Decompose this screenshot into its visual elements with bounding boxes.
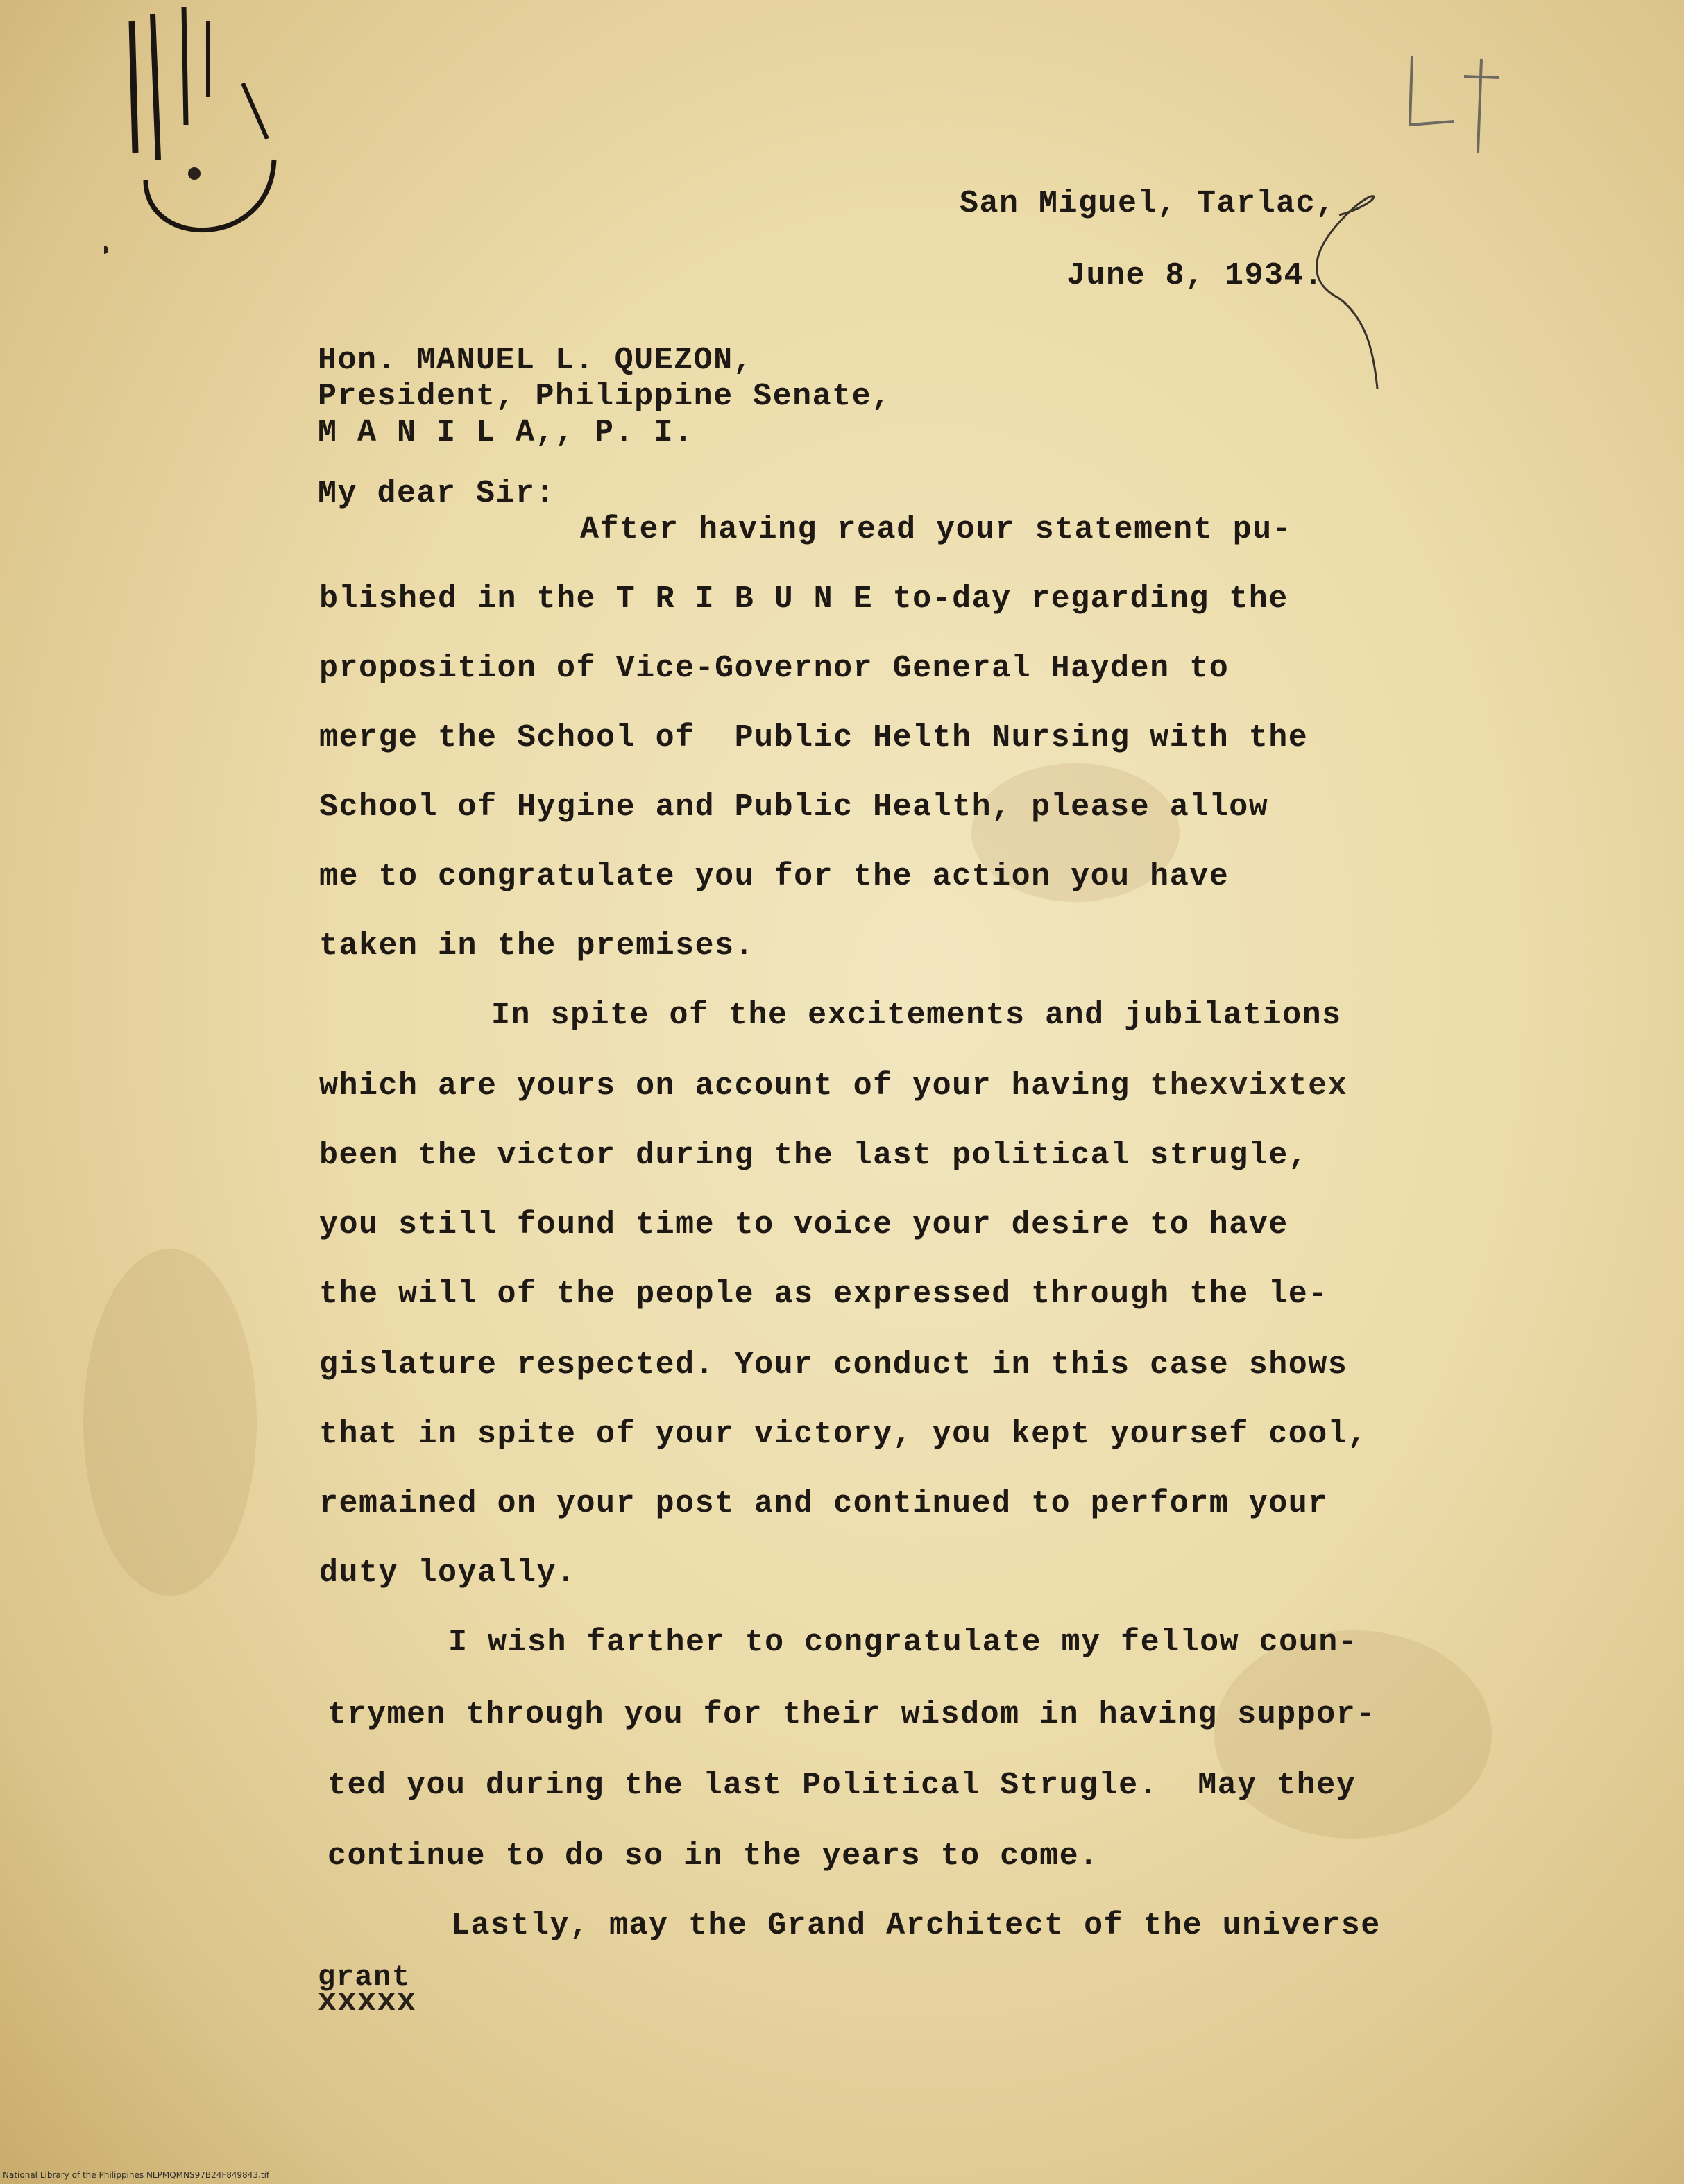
- body-line: duty loyally.: [319, 1555, 577, 1591]
- struck-text: xxxxx: [318, 1984, 417, 2020]
- body-line: merge the School of Public Helth Nursing with the: [319, 720, 1309, 756]
- body-line-text: which are yours on account of your having: [319, 1068, 1150, 1104]
- letter-date: June 8, 1934.: [1066, 258, 1324, 293]
- address-line: Hon. MANUEL L. QUEZON,: [318, 343, 754, 378]
- body-line: me to congratulate you for the action you have: [319, 859, 1230, 894]
- address-line: M A N I L A,, P. I.: [318, 415, 694, 450]
- body-line: trymen through you for their wisdom in having suppor-: [328, 1697, 1376, 1732]
- fastener-marks-icon: [104, 0, 312, 278]
- paper-stain: [83, 1249, 257, 1596]
- pencil-note-icon: [1402, 49, 1540, 160]
- overtyped-word: [318, 1961, 417, 2020]
- salutation: My dear Sir:: [318, 476, 556, 511]
- body-line: gislature respected. Your conduct in this case shows: [319, 1347, 1348, 1383]
- body-line: After having read your statement pu-: [580, 512, 1293, 547]
- body-line: that in spite of your victory, you kept yoursef cool,: [319, 1417, 1368, 1452]
- body-line: School of Hygine and Public Health, please allow: [319, 790, 1269, 825]
- archive-footer: National Library of the Philippines NLPMQMNS97B24F849843.tif: [3, 2170, 270, 2180]
- body-line: ted you during the last Political Strugle. May they: [328, 1768, 1356, 1803]
- address-line: President, Philippine Senate,: [318, 379, 892, 414]
- struck-text: thexvixtex: [1150, 1068, 1348, 1104]
- body-line: proposition of Vice-Governor General Hayden to: [319, 651, 1230, 686]
- body-line: the will of the people as expressed through the le-: [319, 1277, 1328, 1312]
- letter-place: San Miguel, Tarlac,: [960, 186, 1336, 221]
- body-line: continue to do so in the years to come.: [328, 1839, 1099, 1874]
- body-line: [319, 1068, 1347, 1104]
- correction-text: grant: [318, 1961, 411, 1994]
- body-line: been the victor during the last political strugle,: [319, 1138, 1309, 1173]
- body-line: taken in the premises.: [319, 928, 755, 964]
- body-line: blished in the T R I B U N E to-day regarding the: [319, 581, 1288, 617]
- body-line: I wish farther to congratulate my fellow coun-: [448, 1625, 1359, 1660]
- paper-stain: [1214, 1630, 1492, 1839]
- body-line: you still found time to voice your desire to have: [319, 1207, 1288, 1243]
- body-line: remained on your post and continued to perform your: [319, 1486, 1328, 1521]
- body-line: In spite of the excitements and jubilations: [491, 998, 1342, 1033]
- body-line: Lastly, may the Grand Architect of the universe: [451, 1908, 1381, 1943]
- body-line: [318, 1961, 417, 2020]
